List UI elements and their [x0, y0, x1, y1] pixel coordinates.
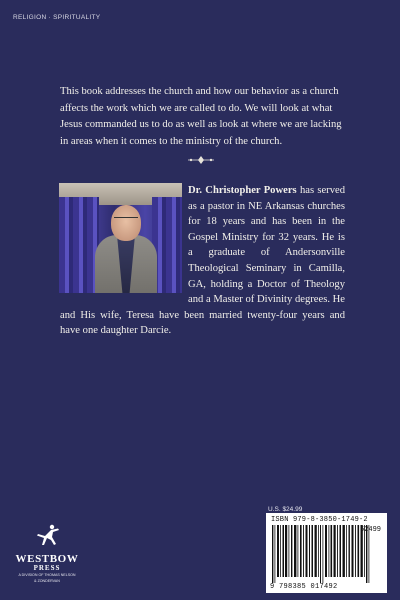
publisher-name: WESTBOW	[15, 553, 79, 565]
publisher-division-2: & ZONDERVAN	[34, 578, 60, 583]
isbn-text: ISBN 979-8-3850-1749-2	[271, 516, 368, 524]
category-label: RELIGION · SPIRITUALITY	[13, 14, 101, 21]
author-name: Dr. Christopher Powers	[188, 185, 297, 196]
publisher-logo	[12, 524, 82, 583]
barcode	[266, 513, 387, 593]
author-bio	[60, 183, 345, 339]
price-code: 52499	[360, 526, 382, 534]
book-description: This book addresses the church and how our behavior as a church affects the work which we are called to do. We will look at what Jesus commanded us to do as well as look at where we are lacking in areas when it comes to the ministry of the church.	[60, 86, 342, 147]
publisher-division-1: A DIVISION OF THOMAS NELSON	[18, 573, 76, 577]
author-bio-text: has served as a pastor in NE Arkansas churches for 18 years and has been in the Gospel Ministry for 32 years. He is a graduate of Andersonville Theological Seminary in Camilla, GA, holding a Doctor of Theology and a Master of Divinity degrees. He and His wife, Teresa have been married twenty-four years and have one daughter Darcie.	[60, 185, 345, 337]
barcode-number: 9 798385 017492	[270, 583, 338, 591]
westbow-figure-icon	[32, 524, 62, 546]
price-label: U.S. $24.99	[268, 506, 303, 513]
ornament-divider-icon	[188, 155, 214, 165]
publisher-press: PRESS	[33, 564, 61, 572]
